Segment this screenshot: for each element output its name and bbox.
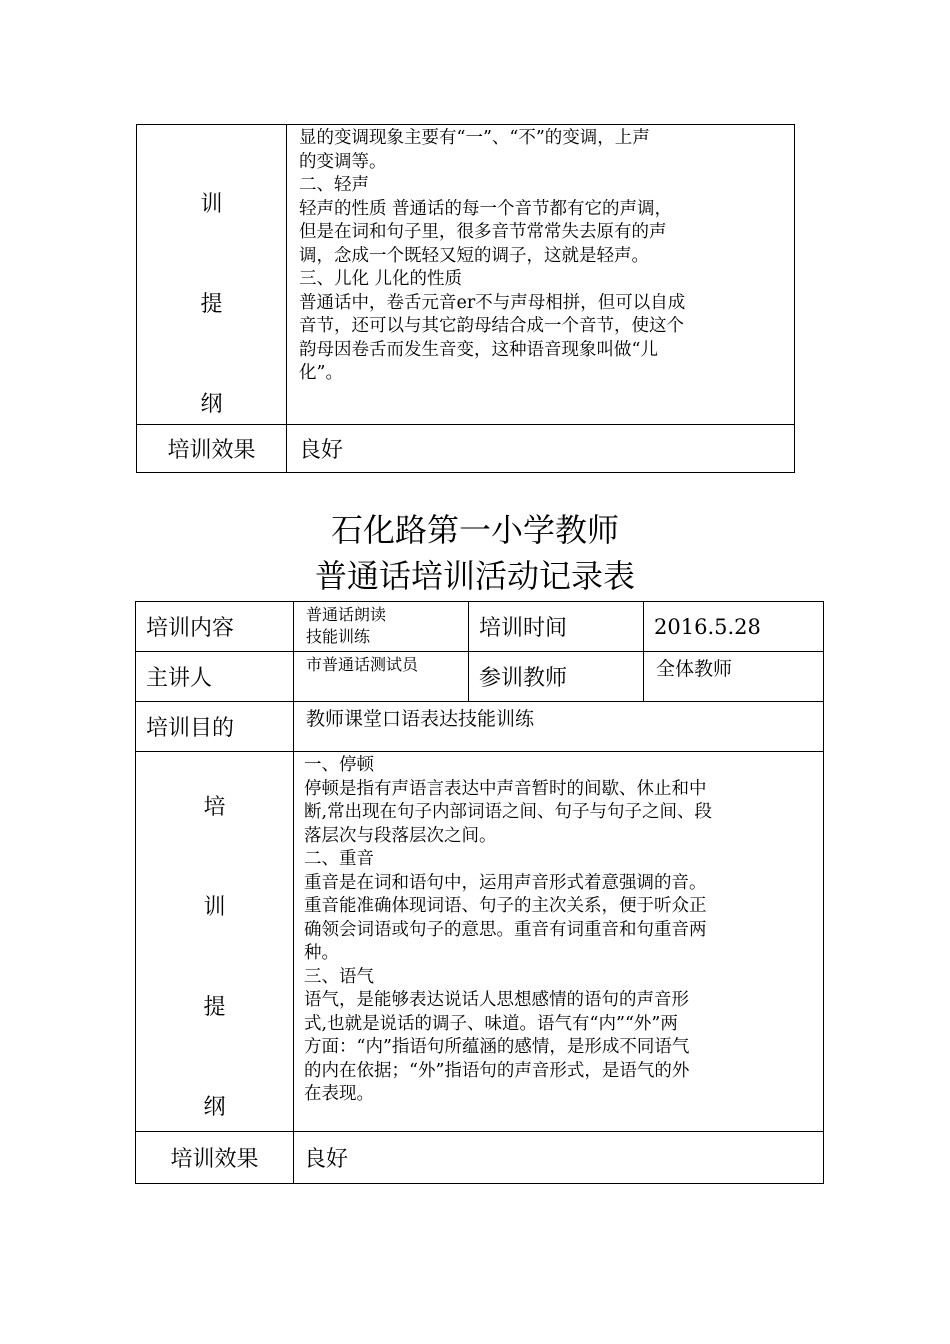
effect-value: 良好 [294, 1132, 824, 1184]
time-label: 培训时间 [469, 602, 644, 652]
outline-line: 普通话中，卷舌元音er不与声母相拼，但可以自成 [299, 292, 686, 313]
content-value: 普通话朗读 技能训练 [294, 602, 469, 652]
speaker-label: 主讲人 [136, 652, 294, 702]
side-char: 训 [203, 895, 226, 920]
outline-line: 但是在词和句子里，很多音节常常失去原有的声 [299, 222, 667, 242]
content-label: 培训内容 [136, 602, 294, 652]
outline-line: 方面：“内”指语句所蕴涵的感情，是形成不同语气 [304, 1037, 690, 1057]
outline-content [294, 752, 824, 1132]
time-value: 2016.5.28 [644, 602, 824, 652]
outline-line: 韵母因卷舌而发生音变，这种语音现象叫做“儿 [299, 339, 658, 360]
outline-line: 调，念成一个既轻又短的调子，这就是轻声。 [299, 245, 649, 266]
side-char: 纲 [203, 1095, 226, 1120]
outline-line: 三、儿化 儿化的性质 [299, 269, 463, 289]
side-char: 纲 [200, 392, 223, 417]
side-char: 提 [203, 995, 226, 1020]
side-char: 培 [203, 795, 226, 820]
outline-line: 一、停顿 [304, 755, 374, 775]
effect-label: 培训效果 [137, 425, 287, 473]
speaker-value: 市普通话测试员 [294, 652, 469, 702]
outline-line: 确领会词语或句子的意思。重音有词重音和句重音两 [304, 919, 707, 940]
outline-line: 式,也就是说话的调子、味道。语气有“内”“外”两 [304, 1013, 678, 1034]
outline-line: 轻声的性质 普通话的每一个音节都有它的声调， [299, 198, 673, 219]
record-table-continued [136, 124, 795, 473]
page-title: 石化路第一小学教师 [330, 511, 619, 549]
purpose-value: 教师课堂口语表达技能训练 [294, 702, 824, 752]
outline-line: 音节，还可以与其它韵母结合成一个音节，使这个 [299, 316, 684, 336]
page-subtitle: 普通话培训活动记录表 [314, 557, 635, 595]
outline-line: 重音能准确体现词语、句子的主次关系，便于听众正 [304, 896, 707, 916]
outline-side-label [137, 125, 287, 425]
effect-label: 培训效果 [136, 1132, 294, 1184]
outline-line: 二、重音 [304, 849, 374, 869]
outline-line: 重音是在词和语句中，运用声音形式着意强调的音。 [304, 872, 707, 893]
outline-line: 二、轻声 [299, 175, 369, 195]
outline-line: 显的变调现象主要有“一”、“不”的变调，上声 [299, 128, 650, 148]
outline-line: 的变调等。 [299, 151, 387, 172]
outline-line: 在表现。 [304, 1084, 374, 1104]
outline-line: 三、语气 [304, 966, 374, 987]
effect-value: 良好 [287, 425, 795, 473]
participants-value: 全体教师 [644, 652, 824, 702]
side-char: 训 [200, 192, 223, 217]
outline-line: 化”。 [299, 363, 343, 383]
outline-line: 种。 [304, 943, 339, 963]
outline-line: 语气，是能够表达说话人思想感情的语句的声音形 [304, 990, 689, 1010]
outline-content [287, 125, 795, 425]
outline-line: 断,常出现在句子内部词语之间、句子与句子之间、段 [304, 802, 713, 822]
side-char: 提 [200, 292, 223, 317]
record-table [135, 601, 824, 1184]
outline-line: 落层次与段落层次之间。 [304, 825, 497, 846]
outline-line: 停顿是指有声语言表达中声音暂时的间歇、休止和中 [304, 778, 707, 799]
outline-side-label [136, 752, 294, 1132]
outline-line: 的内在依据；“外”指语句的声音形式，是语气的外 [304, 1060, 690, 1081]
participants-label: 参训教师 [469, 652, 644, 702]
purpose-label: 培训目的 [136, 702, 294, 752]
